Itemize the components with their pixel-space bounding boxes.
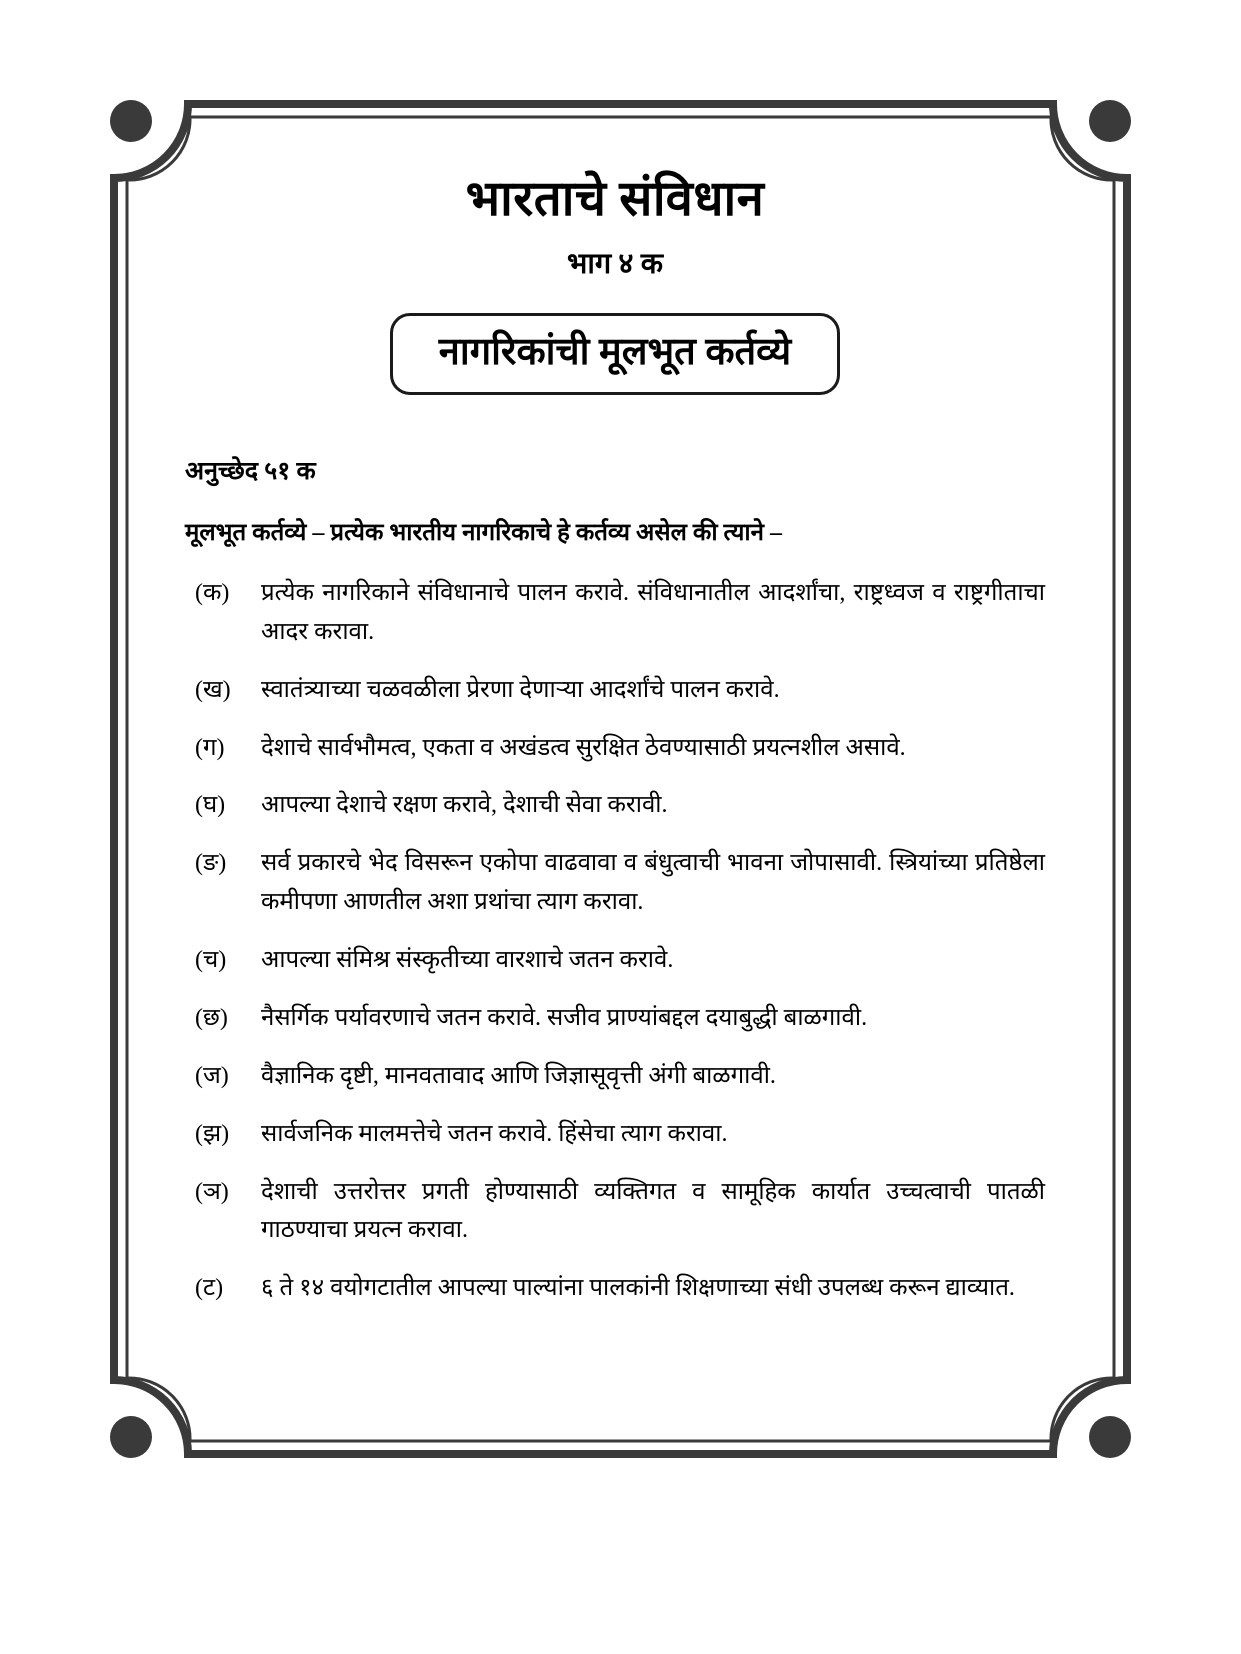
corner-dot-top-left-icon bbox=[110, 100, 152, 142]
duty-marker-label: (ङ) bbox=[195, 850, 227, 877]
heading-box-container bbox=[185, 281, 1045, 395]
page-title: भारताचे संविधान bbox=[465, 171, 765, 226]
list-item bbox=[185, 786, 1045, 825]
duty-text: नैसर्गिक पर्यावरणाचे जतन करावे. सजीव प्राण्यांबद्दल दयाबुद्धी बाळगावी. bbox=[261, 1004, 868, 1031]
duty-marker-label: (च) bbox=[195, 947, 227, 974]
fundamental-duties-list bbox=[185, 548, 1045, 1308]
corner-dot-top-right-icon bbox=[1089, 100, 1131, 142]
list-item bbox=[185, 1269, 1045, 1308]
duty-text: देशाचे सार्वभौमत्व, एकता व अखंडत्व सुरक्षित ठेवण्यासाठी प्रयत्नशील असावे. bbox=[261, 734, 906, 761]
duty-marker-label: (ज) bbox=[195, 1062, 229, 1089]
duty-text: सार्वजनिक मालमत्तेचे जतन करावे. हिंसेचा त्याग करावा. bbox=[261, 1120, 728, 1147]
duty-marker-label: (ग) bbox=[195, 734, 225, 761]
duty-marker-label: (छ) bbox=[195, 1004, 228, 1031]
corner-dot-bottom-right-icon bbox=[1089, 1416, 1131, 1458]
list-item bbox=[185, 844, 1045, 922]
duty-text: आपल्या देशाचे रक्षण करावे, देशाची सेवा करावी. bbox=[261, 792, 668, 819]
document-part-subtitle: भाग ४ क bbox=[566, 247, 664, 280]
duty-marker-label: (ट) bbox=[195, 1275, 224, 1302]
duty-text: ६ ते १४ वयोगटातील आपल्या पाल्यांना पालकांनी शिक्षणाच्या संधी उपलब्ध करून द्याव्यात. bbox=[261, 1275, 1015, 1302]
duty-text: प्रत्येक नागरिकाने संविधानाचे पालन करावे. संविधानातील आदर्शांचा, राष्ट्रध्वज व राष्ट्रगीताचा आदर करावा. bbox=[261, 579, 1045, 645]
duty-text: वैज्ञानिक दृष्टी, मानवतावाद आणि जिज्ञासूवृत्ती अंगी बाळगावी. bbox=[261, 1062, 776, 1089]
document-content bbox=[185, 160, 1045, 1405]
duty-text: आपल्या संमिश्र संस्कृतीच्या वारशाचे जतन करावे. bbox=[261, 947, 674, 974]
section-heading-box: नागरिकांची मूलभूत कर्तव्ये bbox=[390, 313, 840, 395]
duty-marker-label: (ख) bbox=[195, 676, 231, 703]
duty-marker-label: (क) bbox=[195, 579, 230, 606]
list-item bbox=[185, 574, 1045, 652]
duty-text: देशाची उत्तरोत्तर प्रगती होण्यासाठी व्यक्तिगत व सामूहिक कार्यात उच्चत्वाची पातळी गाठण्याचा प्रयत्न करावा. bbox=[261, 1178, 1045, 1244]
duty-text: सर्व प्रकारचे भेद विसरून एकोपा वाढवावा व बंधुत्वाची भावना जोपासावी. स्त्रियांच्या प्रतिष्ठेला कमीपणा आणतील अशा प्रथांचा त्याग करावा. bbox=[261, 850, 1045, 916]
duty-text: स्वातंत्र्याच्या चळवळीला प्रेरणा देणाऱ्या आदर्शांचे पालन करावे. bbox=[261, 676, 780, 703]
list-item bbox=[185, 999, 1045, 1038]
duty-marker-label: (ञ) bbox=[195, 1178, 229, 1205]
list-item bbox=[185, 1115, 1045, 1154]
corner-dot-bottom-left-icon bbox=[110, 1416, 152, 1458]
list-item bbox=[185, 1057, 1045, 1096]
list-item bbox=[185, 1173, 1045, 1251]
duty-marker-label: (घ) bbox=[195, 792, 226, 819]
article-number-label: अनुच्छेद ५१ क bbox=[185, 458, 316, 486]
list-item bbox=[185, 941, 1045, 980]
duties-intro-text: मूलभूत कर्तव्ये – प्रत्येक भारतीय नागरिकाचे हे कर्तव्य असेल की त्याने – bbox=[185, 520, 782, 547]
duty-marker-label: (झ) bbox=[195, 1120, 230, 1147]
list-item bbox=[185, 729, 1045, 768]
list-item bbox=[185, 671, 1045, 710]
